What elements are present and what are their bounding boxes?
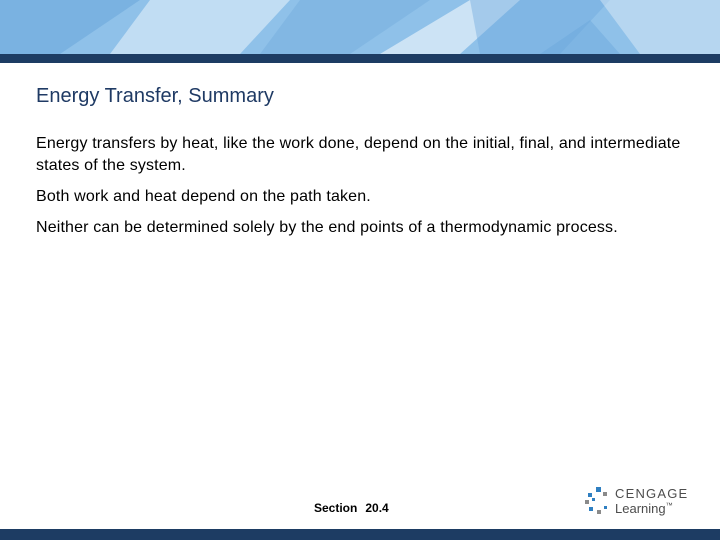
logo-wordmark-top: CENGAGE [615, 486, 689, 501]
logo-dot [603, 492, 607, 496]
body-paragraph: Neither can be determined solely by the end points of a thermodynamic process. [36, 219, 618, 236]
logo-dot [604, 506, 607, 509]
section-label [314, 501, 389, 515]
footer-bar [0, 529, 720, 540]
cengage-mark-icon [583, 486, 611, 516]
slide-body [36, 133, 696, 248]
publisher-logo [583, 486, 693, 520]
logo-dot [597, 510, 601, 514]
logo-dot [592, 498, 595, 501]
header-banner [0, 0, 720, 54]
body-paragraph: Energy transfers by heat, like the work done, depend on the initial, final, and intermediate states of the system. [36, 135, 681, 174]
section-number: 20.4 [365, 501, 389, 515]
logo-dot [589, 507, 593, 511]
logo-dot [596, 487, 601, 492]
logo-dot [588, 493, 592, 497]
banner-graphic [0, 0, 720, 54]
logo-wordmark-bottom [615, 501, 673, 516]
header-bar [0, 54, 720, 63]
section-label-text: Section [314, 501, 358, 515]
logo-wordmark-learning: Learning [615, 501, 666, 516]
logo-dot [585, 500, 589, 504]
trademark-symbol: ™ [665, 502, 673, 510]
body-paragraph: Both work and heat depend on the path taken. [36, 188, 371, 205]
slide-title: Energy Transfer, Summary [36, 85, 274, 107]
